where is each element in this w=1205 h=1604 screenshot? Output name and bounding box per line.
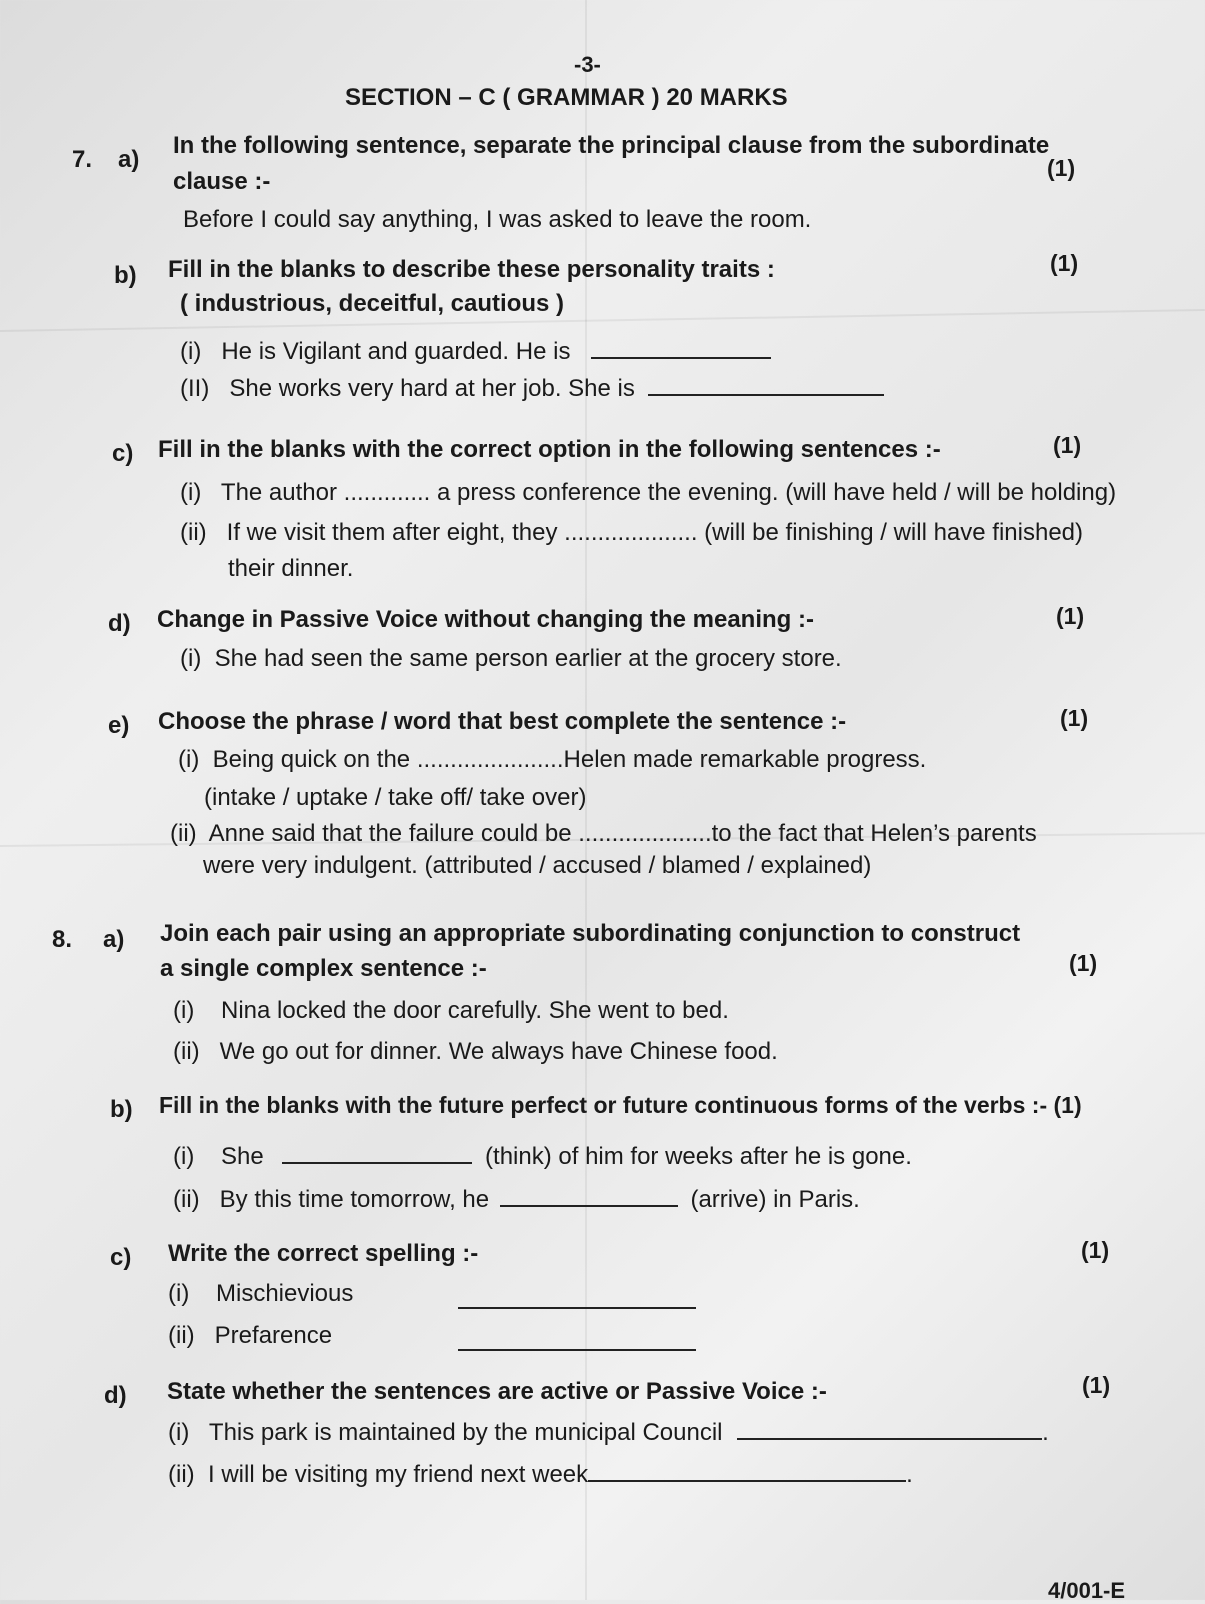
item-text: If we visit them after eight, they .................... (will be finishing / will have finished) — [226, 519, 1084, 546]
q7a-sentence: Before I could say anything, I was asked to leave the room. — [183, 206, 812, 233]
item-number: (ii) — [168, 1461, 195, 1488]
item-number: (ii) — [170, 820, 197, 847]
page-number: -3- — [574, 52, 601, 77]
q8c-instruction: Write the correct spelling :- — [168, 1240, 479, 1267]
q8b-instruction: Fill in the blanks with the future perfect or future continuous forms of the verbs :- (1) — [159, 1092, 1082, 1118]
q7e-item — [170, 820, 1037, 848]
item-text: She had seen the same person earlier at the grocery store. — [214, 645, 842, 672]
q8a-instruction-cont: a single complex sentence :- — [160, 955, 487, 982]
q8a-letter: a) — [103, 926, 125, 953]
item-number: (i) — [180, 338, 202, 365]
answer-blank[interactable] — [737, 1416, 1042, 1440]
item-number: (II) — [180, 375, 210, 402]
q7c-marks: (1) — [1053, 432, 1082, 458]
q7c-instruction: Fill in the blanks with the correct option in the following sentences :- — [158, 436, 941, 463]
q8b-letter: b) — [110, 1096, 133, 1123]
question-number-7: 7. — [72, 146, 93, 173]
q8d-item: (i) This park is maintained by the municipal Council . — [168, 1416, 1049, 1447]
item-text: The author ............. a press conference the evening. (will have held / will be holding) — [220, 479, 1117, 506]
item-text: He is Vigilant and guarded. He is — [221, 338, 571, 365]
q7b-item — [180, 372, 884, 403]
q8d-marks: (1) — [1082, 1372, 1111, 1398]
q8d-instruction: State whether the sentences are active or Passive Voice :- — [167, 1378, 827, 1405]
item-text: Mischievious — [216, 1280, 354, 1307]
q7c-item — [180, 519, 1083, 547]
q7d-marks: (1) — [1056, 603, 1085, 629]
q8a-item — [173, 997, 729, 1025]
q7e-item — [178, 746, 926, 774]
q7e-item-options: (intake / uptake / take off/ take over) — [204, 784, 587, 811]
q7b-marks: (1) — [1050, 250, 1079, 276]
question-number-8: 8. — [52, 926, 73, 953]
q7b-item — [180, 335, 771, 366]
q7b-letter: b) — [114, 262, 137, 289]
q8c-letter: c) — [110, 1244, 132, 1271]
answer-blank[interactable] — [458, 1327, 696, 1351]
q8d-item: (ii) I will be visiting my friend next week . — [168, 1458, 913, 1489]
item-number: (ii) — [173, 1038, 200, 1065]
q7d-letter: d) — [108, 610, 131, 637]
item-text: She works very hard at her job. She is — [229, 375, 635, 402]
q7b-instruction: Fill in the blanks to describe these personality traits : — [168, 256, 775, 283]
answer-blank[interactable] — [588, 1458, 906, 1482]
q7c-item — [180, 479, 1116, 507]
q8b-item — [173, 1183, 860, 1214]
q8c-marks: (1) — [1081, 1237, 1110, 1263]
q7b-options: ( industrious, deceitful, cautious ) — [180, 290, 565, 317]
item-text: Anne said that the failure could be ....................to the fact that Helen’s parents — [208, 820, 1037, 847]
q7e-item-options: were very indulgent. (attributed / accused / blamed / explained) — [203, 852, 872, 879]
answer-blank[interactable] — [458, 1285, 696, 1309]
item-number: (ii) — [180, 519, 207, 546]
q8a-marks: (1) — [1069, 950, 1098, 976]
answer-blank[interactable] — [591, 335, 771, 359]
item-text: We go out for dinner. We always have Chinese food. — [219, 1038, 778, 1065]
q7a-marks: (1) — [1047, 155, 1076, 181]
q8b-item — [173, 1140, 912, 1171]
q7d-instruction: Change in Passive Voice without changing the meaning :- — [157, 606, 814, 633]
answer-blank[interactable] — [648, 372, 884, 396]
item-text: Being quick on the ......................Helen made remarkable progress. — [212, 746, 927, 773]
q7a-instruction: In the following sentence, separate the principal clause from the subordinate — [173, 132, 1050, 159]
item-text: (arrive) in Paris. — [690, 1186, 860, 1213]
q7c-item-cont: their dinner. — [228, 555, 354, 582]
section-title: SECTION – C ( GRAMMAR ) 20 MARKS — [345, 84, 788, 111]
q8a-instruction: Join each pair using an appropriate subordinating conjunction to construct — [160, 920, 1021, 947]
item-number: (i) — [168, 1280, 190, 1307]
item-number: (i) — [173, 997, 195, 1024]
item-text: Prefarence — [214, 1322, 333, 1349]
q7c-letter: c) — [112, 440, 134, 467]
q8c-item — [168, 1280, 353, 1308]
item-text: Nina locked the door carefully. She went to bed. — [221, 997, 729, 1024]
q8d-letter: d) — [104, 1382, 127, 1409]
item-number: (i) — [173, 1143, 195, 1170]
item-text: By this time tomorrow, he — [219, 1186, 490, 1213]
answer-blank[interactable] — [500, 1183, 678, 1207]
item-number: (i) — [168, 1419, 190, 1446]
q8a-item — [173, 1038, 778, 1066]
q7a-letter: a) — [118, 146, 140, 173]
item-text: This park is maintained by the municipal Council — [208, 1419, 723, 1446]
q8c-item — [168, 1322, 332, 1350]
item-number: (ii) — [168, 1322, 195, 1349]
item-number: (i) — [178, 746, 200, 773]
q7e-letter: e) — [108, 712, 130, 739]
item-number: (i) — [180, 645, 202, 672]
q7d-item — [180, 645, 842, 673]
answer-blank[interactable] — [282, 1140, 472, 1164]
item-text: She — [221, 1143, 264, 1170]
q7e-marks: (1) — [1060, 705, 1089, 731]
q7a-instruction-cont: clause :- — [173, 168, 271, 195]
q7e-instruction: Choose the phrase / word that best complete the sentence :- — [158, 708, 847, 735]
item-text: (think) of him for weeks after he is gone. — [485, 1143, 912, 1170]
item-number: (ii) — [173, 1186, 200, 1213]
paper-code: 4/001-E — [1048, 1578, 1126, 1603]
item-text: I will be visiting my friend next week — [208, 1461, 589, 1488]
item-number: (i) — [180, 479, 202, 506]
